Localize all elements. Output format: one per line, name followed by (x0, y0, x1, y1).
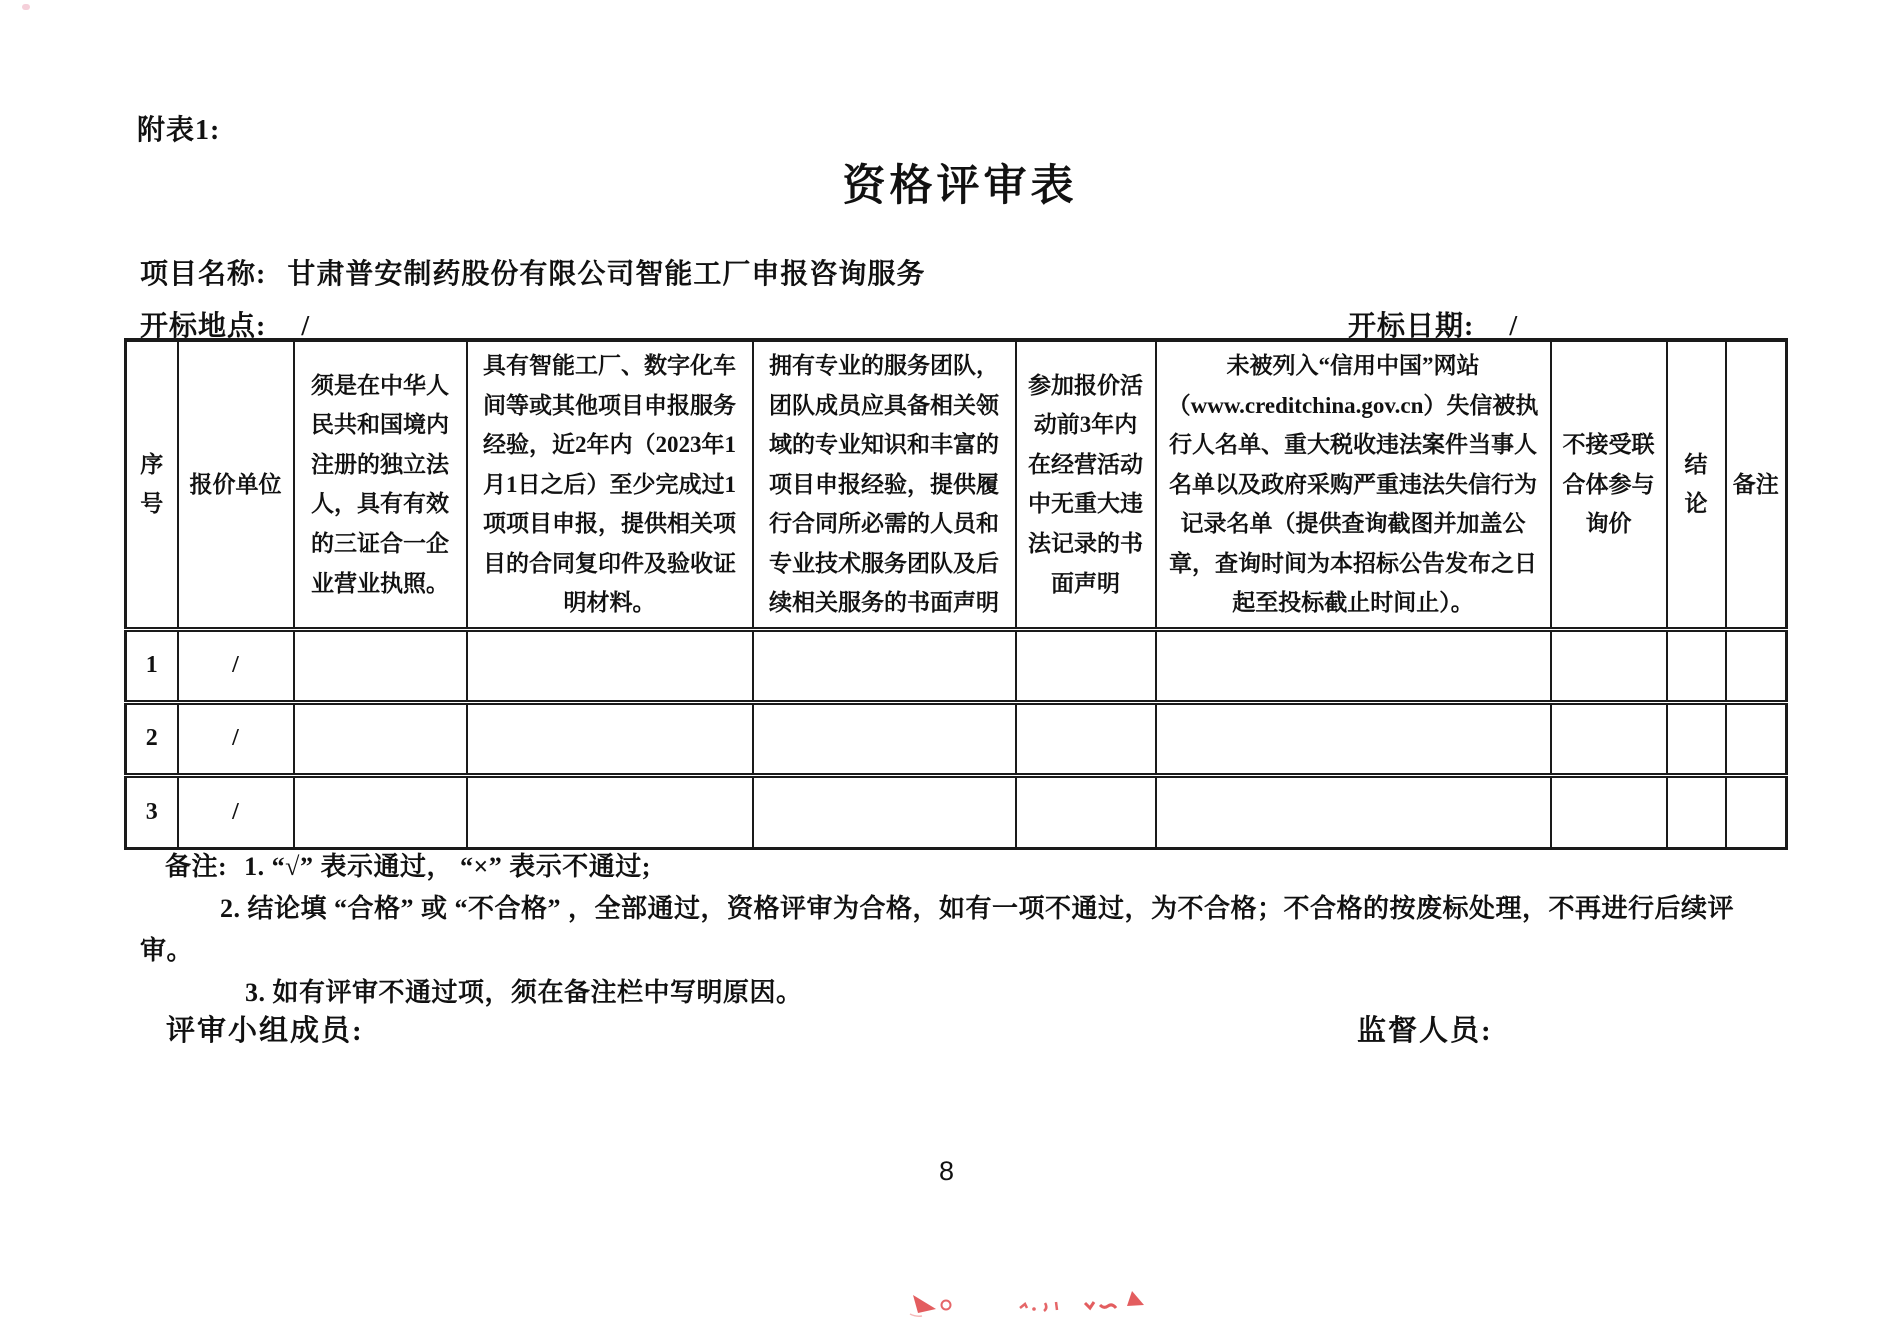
note-item-1: 1. “√” 表示通过， “×” 表示不通过; (244, 852, 651, 881)
project-name-value: 甘肃普安制药股份有限公司智能工厂申报咨询服务 (287, 259, 926, 290)
note-item-2: 2. 结论填 “合格” 或 “不合格” ，全部通过，资格评审为合格，如有一项不通过，为不合格；不合格的按废标处理，不再进行后续评审。 (140, 894, 1735, 965)
empty-cell (1667, 702, 1726, 775)
header-no-violation: 参加报价活动前3年内在经营活动中无重大违法记录的书面声明 (1016, 340, 1156, 629)
empty-cell (467, 629, 753, 702)
header-experience: 具有智能工厂、数字化车间等或其他项目申报服务经验，近2年内（2023年1月1日之后）至少完成过1项项目申报，提供相关项目的合同复印件及验收证明材料。 (467, 340, 753, 629)
header-remarks: 备注 (1726, 340, 1787, 629)
attachment-label: 附表1: (137, 115, 221, 146)
empty-cell (467, 775, 753, 848)
notes-section (140, 846, 1770, 1014)
table-header (126, 340, 1787, 629)
empty-cell (1551, 629, 1667, 702)
empty-cell (467, 702, 753, 775)
empty-cell (1551, 702, 1667, 775)
empty-cell (1156, 775, 1551, 848)
bid-location-value: / (301, 311, 310, 342)
notes-label: 备注: (165, 852, 228, 881)
empty-cell (1016, 702, 1156, 775)
qualification-review-table (124, 338, 1788, 850)
empty-cell (294, 629, 467, 702)
bid-date-value: / (1509, 311, 1518, 342)
empty-cell (1726, 702, 1787, 775)
header-quoter: 报价单位 (178, 340, 294, 629)
empty-cell (1667, 775, 1726, 848)
header-conclusion: 结论 (1667, 340, 1726, 629)
table-body (126, 629, 1787, 848)
quoter-cell: / (178, 629, 294, 702)
header-no-consortium: 不接受联合体参与询价 (1551, 340, 1667, 629)
page-title: 资格评审表 (842, 163, 1078, 210)
quoter-cell: / (178, 775, 294, 848)
header-legal-entity: 须是在中华人民共和国境内注册的独立法人，具有有效的三证合一企业营业执照。 (294, 340, 467, 629)
note-line-1 (165, 846, 1770, 888)
seq-cell: 2 (126, 702, 178, 775)
header-service-team: 拥有专业的服务团队，团队成员应具备相关领域的专业知识和丰富的项目申报经验，提供履行合同所必需的人员和专业技术服务团队及后续相关服务的书面声明 (753, 340, 1016, 629)
quoter-cell: / (178, 702, 294, 775)
bid-date-label: 开标日期: (1348, 311, 1475, 342)
supervisor-label: 监督人员: (1357, 1015, 1493, 1047)
empty-cell (1726, 775, 1787, 848)
red-stamp-fragments (880, 1281, 1180, 1322)
table-row (126, 629, 1787, 702)
empty-cell (1016, 629, 1156, 702)
header-row (126, 340, 1787, 629)
empty-cell (1551, 775, 1667, 848)
empty-cell (1156, 702, 1551, 775)
empty-cell (1156, 629, 1551, 702)
project-name-line (140, 252, 925, 292)
empty-cell (294, 775, 467, 848)
bid-location-label: 开标地点: (140, 311, 267, 342)
empty-cell (753, 629, 1016, 702)
scan-artifact-speck (22, 4, 30, 10)
table-row (126, 775, 1787, 848)
empty-cell (294, 702, 467, 775)
table-row (126, 702, 1787, 775)
header-seq: 序号 (126, 340, 178, 629)
seq-cell: 1 (126, 629, 178, 702)
empty-cell (1726, 629, 1787, 702)
seq-cell: 3 (126, 775, 178, 848)
empty-cell (1016, 775, 1156, 848)
note-item-3: 3. 如有评审不通过项，须在备注栏中写明原因。 (245, 978, 803, 1007)
empty-cell (753, 775, 1016, 848)
review-team-label: 评审小组成员: (166, 1015, 364, 1047)
empty-cell (1667, 629, 1726, 702)
page-number: 8 (938, 1156, 955, 1186)
empty-cell (753, 702, 1016, 775)
project-name-label: 项目名称: (140, 259, 267, 290)
header-credit-china: 未被列入“信用中国”网站（www.creditchina.gov.cn）失信被执行人名单、重大税收违法案件当事人名单以及政府采购严重违法失信行为记录名单（提供查询截图并加盖公章，查询时间为本招标公告发布之日起至投标截止时间止）。 (1156, 340, 1551, 629)
